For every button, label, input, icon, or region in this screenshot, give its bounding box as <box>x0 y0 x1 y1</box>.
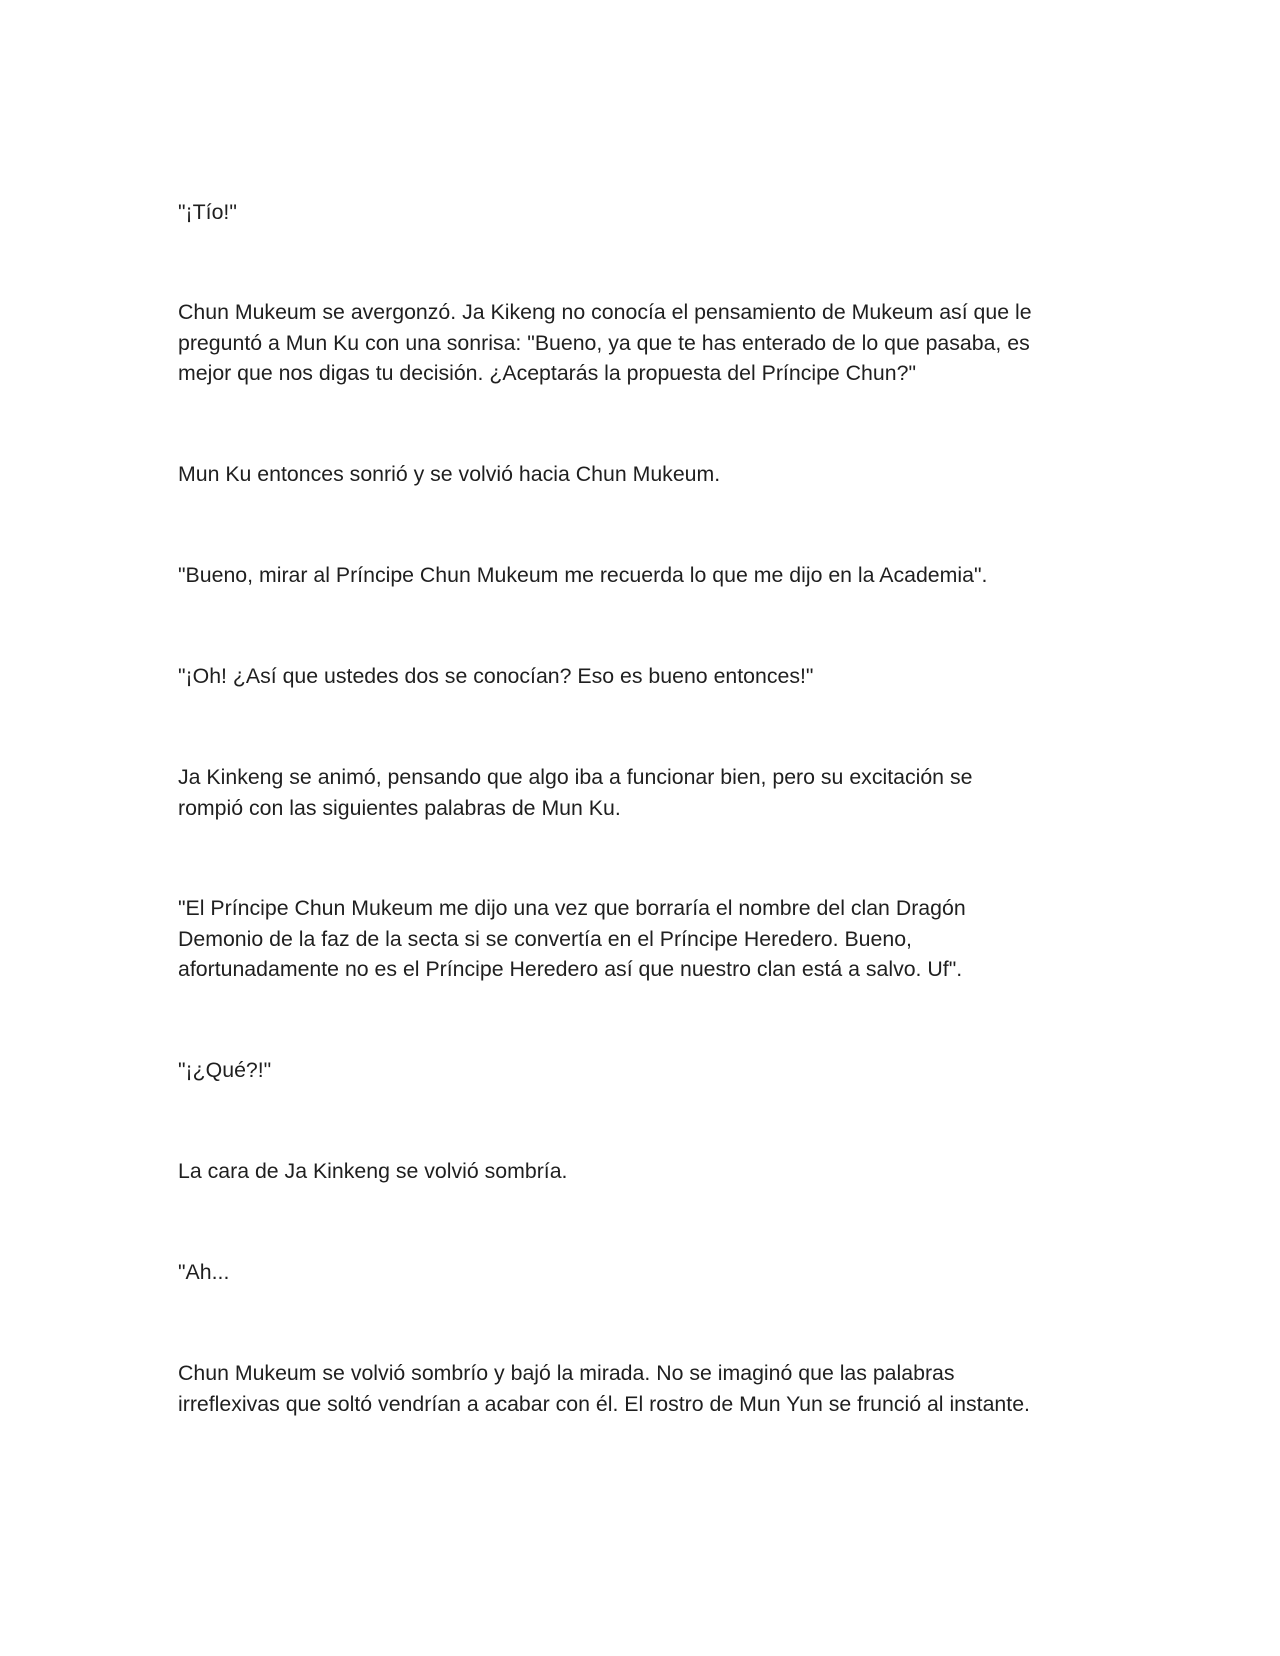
paragraph-line: Ja Kinkeng se animó, pensando que algo iba a funcionar bien, pero su excitación se <box>178 765 973 789</box>
paragraph-9 <box>178 1156 1118 1187</box>
paragraph-5 <box>178 661 1118 692</box>
paragraph-line: rompió con las siguientes palabras de Mun Ku. <box>178 795 621 820</box>
paragraph-line: mejor que nos digas tu decisión. ¿Aceptarás la propuesta del Príncipe Chun?" <box>178 361 916 385</box>
paragraph-7 <box>178 893 1118 985</box>
paragraph-line: Chun Mukeum se avergonzó. Ja Kikeng no conocía el pensamiento de Mukeum así que le <box>178 300 1032 324</box>
paragraph-2 <box>178 297 1118 389</box>
paragraph-line: "¡¿Qué?!" <box>178 1058 272 1082</box>
paragraph-4 <box>178 560 1118 591</box>
paragraph-line: Mun Ku entonces sonrió y se volvió hacia Chun Mukeum. <box>178 462 721 486</box>
paragraph-line: "Ah... <box>178 1260 230 1284</box>
paragraph-10 <box>178 1257 1118 1288</box>
paragraph-line: Chun Mukeum se volvió sombrío y bajó la mirada. No se imaginó que las palabras <box>178 1361 955 1385</box>
paragraph-line: irreflexivas que soltó vendrían a acabar con él. El rostro de Mun Yun se frunció al instante. <box>178 1391 1030 1416</box>
paragraph-6 <box>178 762 1118 823</box>
paragraph-11 <box>178 1358 1118 1419</box>
paragraph-line: preguntó a Mun Ku con una sonrisa: "Bueno, ya que te has enterado de lo que pasaba, es <box>178 330 1030 355</box>
paragraph-line: "El Príncipe Chun Mukeum me dijo una vez que borraría el nombre del clan Dragón <box>178 896 966 920</box>
paragraph-line: afortunadamente no es el Príncipe Heredero así que nuestro clan está a salvo. Uf". <box>178 957 963 981</box>
paragraph-line: "¡Oh! ¿Así que ustedes dos se conocían? Eso es bueno entonces!" <box>178 664 814 688</box>
paragraph-1 <box>178 197 1118 228</box>
paragraph-line: Demonio de la faz de la secta si se convertía en el Príncipe Heredero. Bueno, <box>178 926 912 951</box>
paragraph-line: La cara de Ja Kinkeng se volvió sombría. <box>178 1159 568 1183</box>
paragraph-3 <box>178 459 1118 490</box>
paragraph-line: "Bueno, mirar al Príncipe Chun Mukeum me recuerda lo que me dijo en la Academia". <box>178 563 988 587</box>
paragraph-8 <box>178 1055 1118 1086</box>
paragraph-line: "¡Tío!" <box>178 200 237 224</box>
